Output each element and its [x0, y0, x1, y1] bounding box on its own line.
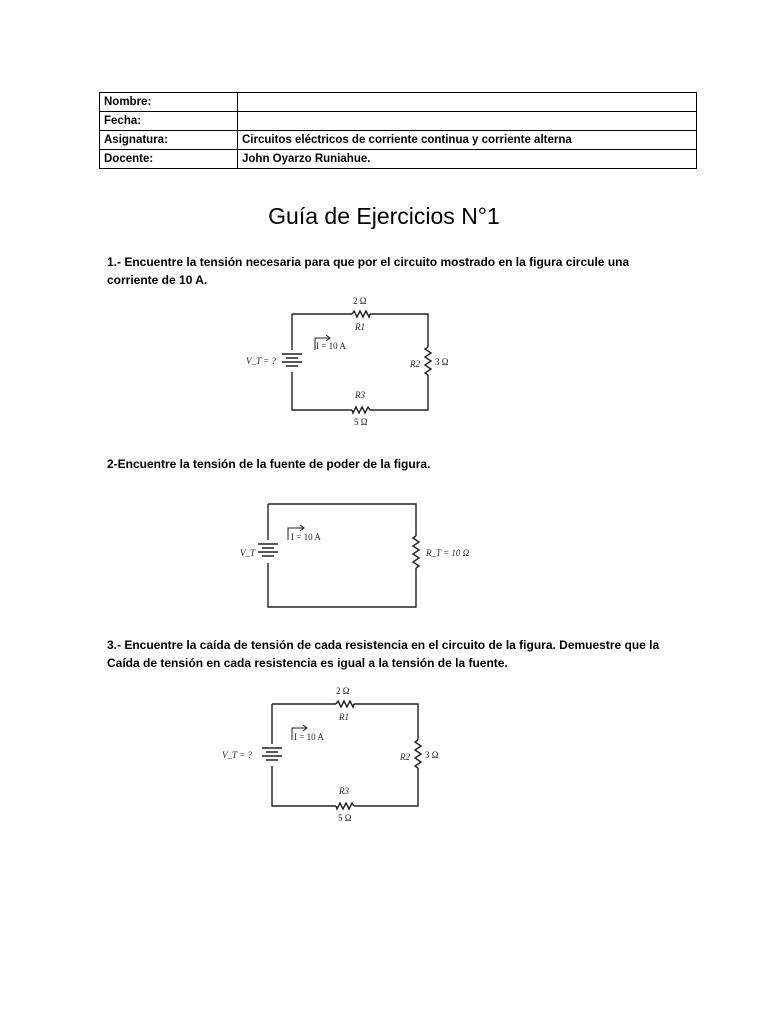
c3-r1-value: 2 Ω [336, 686, 350, 696]
info-table [99, 92, 697, 169]
asignatura-value: Circuitos eléctricos de corriente continua y corriente alterna [238, 131, 697, 150]
c1-r2-value: 3 Ω [435, 357, 449, 367]
c3-source: V_T = ? [222, 750, 252, 760]
c1-r1-value: 2 Ω [353, 296, 367, 306]
c3-r3-name: R3 [339, 786, 349, 796]
c3-r3-value: 5 Ω [338, 813, 352, 823]
asignatura-label: Asignatura: [100, 131, 238, 150]
circuit-3-diagram [218, 682, 448, 824]
c1-r3-value: 5 Ω [354, 417, 368, 427]
fecha-label: Fecha: [100, 112, 238, 131]
c1-r1-name: R1 [355, 322, 365, 332]
question-2: 2-Encuentre la tensión de la fuente de poder de la figura. [107, 457, 431, 471]
c3-r2-value: 3 Ω [425, 750, 439, 760]
c3-r2-name: R2 [400, 752, 410, 762]
table-row [100, 93, 697, 112]
table-row [100, 112, 697, 131]
c1-r3-name: R3 [355, 390, 365, 400]
page-title: Guía de Ejercicios N°1 [268, 203, 500, 229]
table-row [100, 150, 697, 169]
nombre-label: Nombre: [100, 93, 238, 112]
c3-r1-name: R1 [339, 712, 349, 722]
c1-current: I = 10 A [316, 341, 346, 351]
c2-current: I = 10 A [291, 532, 321, 542]
docente-value: John Oyarzo Runiahue. [238, 150, 697, 169]
c2-rt: R_T = 10 Ω [426, 548, 470, 558]
question-3: 3.- Encuentre la caída de tensión de cada resistencia en el circuito de la figura. Demuestre que la Caída de tensión en cada resistencia es igual a la tensión de la fuente. [107, 638, 660, 670]
nombre-value [238, 93, 697, 112]
fecha-value [238, 112, 697, 131]
c1-source: V_T = ? [246, 356, 276, 366]
question-1: 1.- Encuentre la tensión necesaria para que por el circuito mostrado en la figura circule una corriente de 10 A. [107, 255, 630, 287]
circuit-1-diagram [240, 292, 470, 430]
c3-current: I = 10 A [294, 732, 324, 742]
circuit-2-diagram [236, 496, 496, 614]
c1-r2-name: R2 [410, 359, 420, 369]
c2-source: V_T [240, 548, 256, 558]
table-row [100, 131, 697, 150]
docente-label: Docente: [100, 150, 238, 169]
